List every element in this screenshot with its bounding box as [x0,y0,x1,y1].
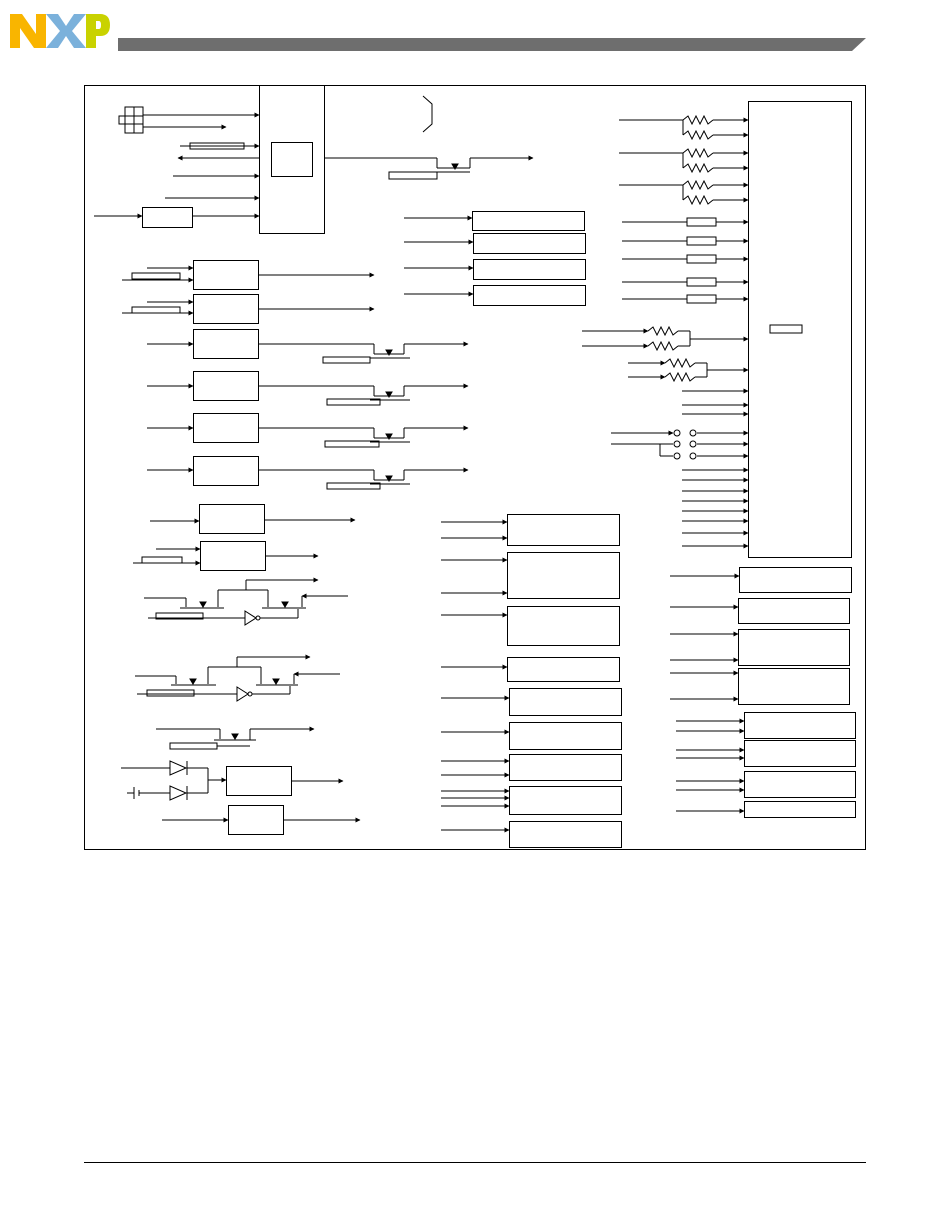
input-block-1 [143,208,193,228]
lower-left-section [121,505,360,835]
center-lower-boxes [441,515,622,848]
mcu-inner-block [272,143,313,177]
top-left-section [94,86,437,234]
fet-switch-top [389,158,533,179]
mcu-block [260,86,325,234]
footer-rule [84,1162,866,1163]
right-main-block [582,102,852,558]
left-blocks [122,261,374,486]
right-lower-boxes [670,568,856,818]
fet-switches-middle [323,344,468,489]
top-center-boxes [404,212,586,306]
